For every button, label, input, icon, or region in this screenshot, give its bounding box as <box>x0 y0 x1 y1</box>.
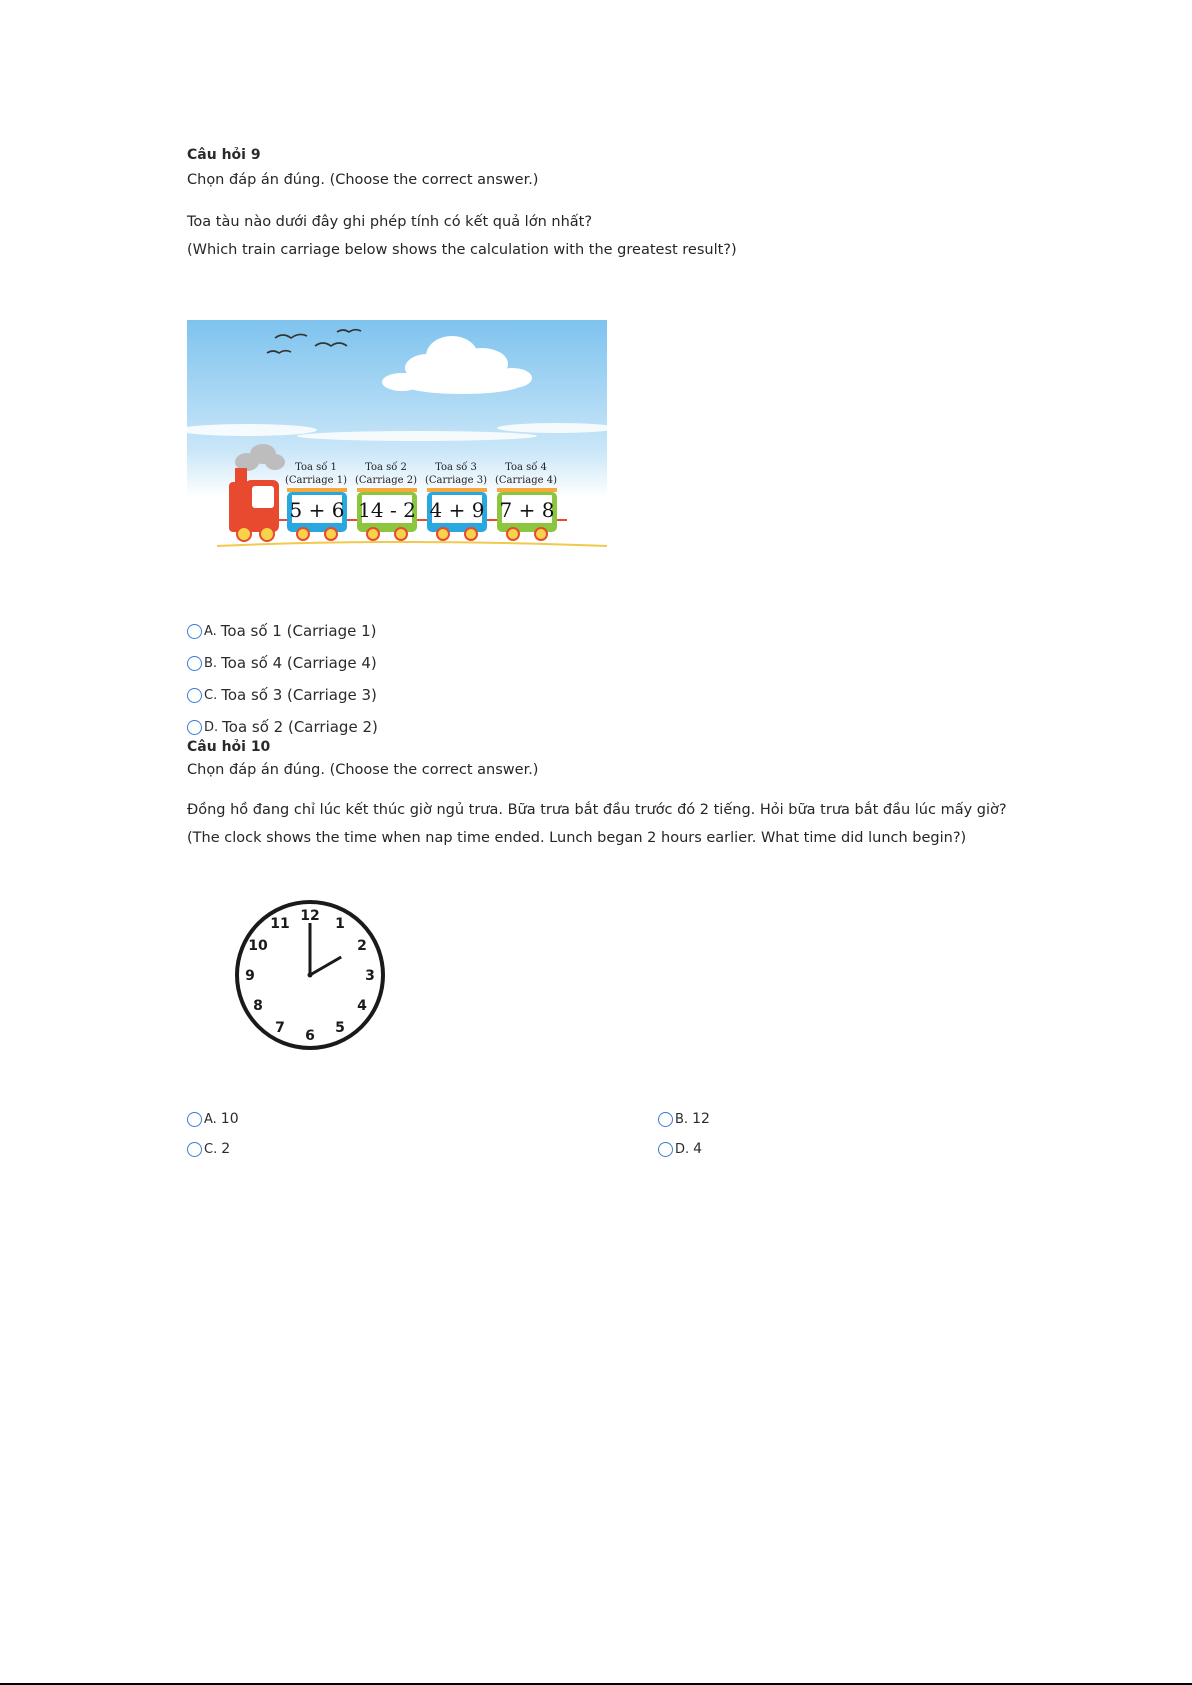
carriage-name-en: (Carriage 2) <box>355 475 417 486</box>
question-9-text-en: (Which train carriage below shows the calculation with the greatest result?) <box>187 242 737 258</box>
option-label: 2 <box>221 1141 231 1157</box>
clock-number: 8 <box>253 998 263 1014</box>
question-10-instruction: Chọn đáp án đúng. (Choose the correct answer.) <box>187 762 539 778</box>
train-picture <box>187 320 607 556</box>
option-a[interactable]: A. 10 <box>187 1111 239 1127</box>
clock-number: 4 <box>357 998 367 1014</box>
carriage-name-en: (Carriage 3) <box>425 475 487 486</box>
option-d[interactable]: D. 4 <box>658 1141 702 1157</box>
radio-icon[interactable] <box>187 656 202 671</box>
clock-number: 11 <box>270 916 290 933</box>
option-c[interactable]: C. Toa số 3 (Carriage 3) <box>187 686 377 704</box>
radio-icon[interactable] <box>187 688 202 703</box>
carriage-name-en: (Carriage 4) <box>495 475 557 486</box>
clock-number: 12 <box>300 908 320 924</box>
question-9-text-vi: Toa tàu nào dưới đây ghi phép tính có kết quả lớn nhất? <box>187 214 593 230</box>
option-label: Toa số 2 (Carriage 2) <box>222 718 378 736</box>
carriage-expression: 14 - 2 <box>358 498 416 522</box>
clock-number: 9 <box>245 968 255 984</box>
question-9-title: Câu hỏi 9 <box>187 147 261 163</box>
option-c[interactable]: C. 2 <box>187 1141 230 1157</box>
carriage-name: Toa số 4 <box>505 462 547 473</box>
clock-number: 10 <box>248 938 268 954</box>
option-b[interactable]: B. Toa số 4 (Carriage 4) <box>187 654 377 672</box>
radio-icon[interactable] <box>187 624 202 639</box>
option-label: Toa số 4 (Carriage 4) <box>221 654 377 672</box>
option-a[interactable]: A. Toa số 1 (Carriage 1) <box>187 622 376 640</box>
question-10-text-vi: Đồng hồ đang chỉ lúc kết thúc giờ ngủ trưa. Bữa trưa bắt đầu trước đó 2 tiếng. Hỏi bữa trưa bắt đầu lúc mấy giờ? <box>187 802 1007 818</box>
carriage-expression: 5 + 6 <box>289 498 345 522</box>
option-b[interactable]: B. 12 <box>658 1111 710 1127</box>
clock-number: 3 <box>365 968 375 984</box>
carriage-name-en: (Carriage 1) <box>285 475 347 486</box>
carriage-expression: 7 + 8 <box>499 498 555 522</box>
clock-number: 5 <box>335 1019 345 1036</box>
option-label: 12 <box>692 1111 710 1127</box>
question-10-text-en: (The clock shows the time when nap time ended. Lunch began 2 hours earlier. What time did lunch begin?) <box>187 830 967 846</box>
option-label: 4 <box>693 1141 703 1157</box>
option-label: Toa số 3 (Carriage 3) <box>221 686 377 704</box>
clock-number: 2 <box>357 938 367 954</box>
carriage-name: Toa số 1 <box>295 462 337 473</box>
option-d[interactable]: D. Toa số 2 (Carriage 2) <box>187 718 378 736</box>
radio-icon[interactable] <box>187 1142 202 1157</box>
question-10-title: Câu hỏi 10 <box>187 739 271 755</box>
radio-icon[interactable] <box>187 720 202 735</box>
option-label: Toa số 1 (Carriage 1) <box>220 622 377 640</box>
clock-number: 7 <box>275 1019 285 1036</box>
question-9-instruction: Chọn đáp án đúng. (Choose the correct answer.) <box>187 172 539 188</box>
radio-icon[interactable] <box>658 1112 673 1127</box>
clock-number: 1 <box>335 916 345 933</box>
clock-picture <box>230 895 390 1055</box>
carriage-expression: 4 + 9 <box>429 498 485 522</box>
radio-icon[interactable] <box>658 1142 673 1157</box>
clock-number: 6 <box>305 1028 315 1044</box>
carriage-name: Toa số 2 <box>365 462 407 473</box>
carriage-name: Toa số 3 <box>435 462 477 473</box>
radio-icon[interactable] <box>187 1112 202 1127</box>
option-label: 10 <box>220 1111 239 1127</box>
